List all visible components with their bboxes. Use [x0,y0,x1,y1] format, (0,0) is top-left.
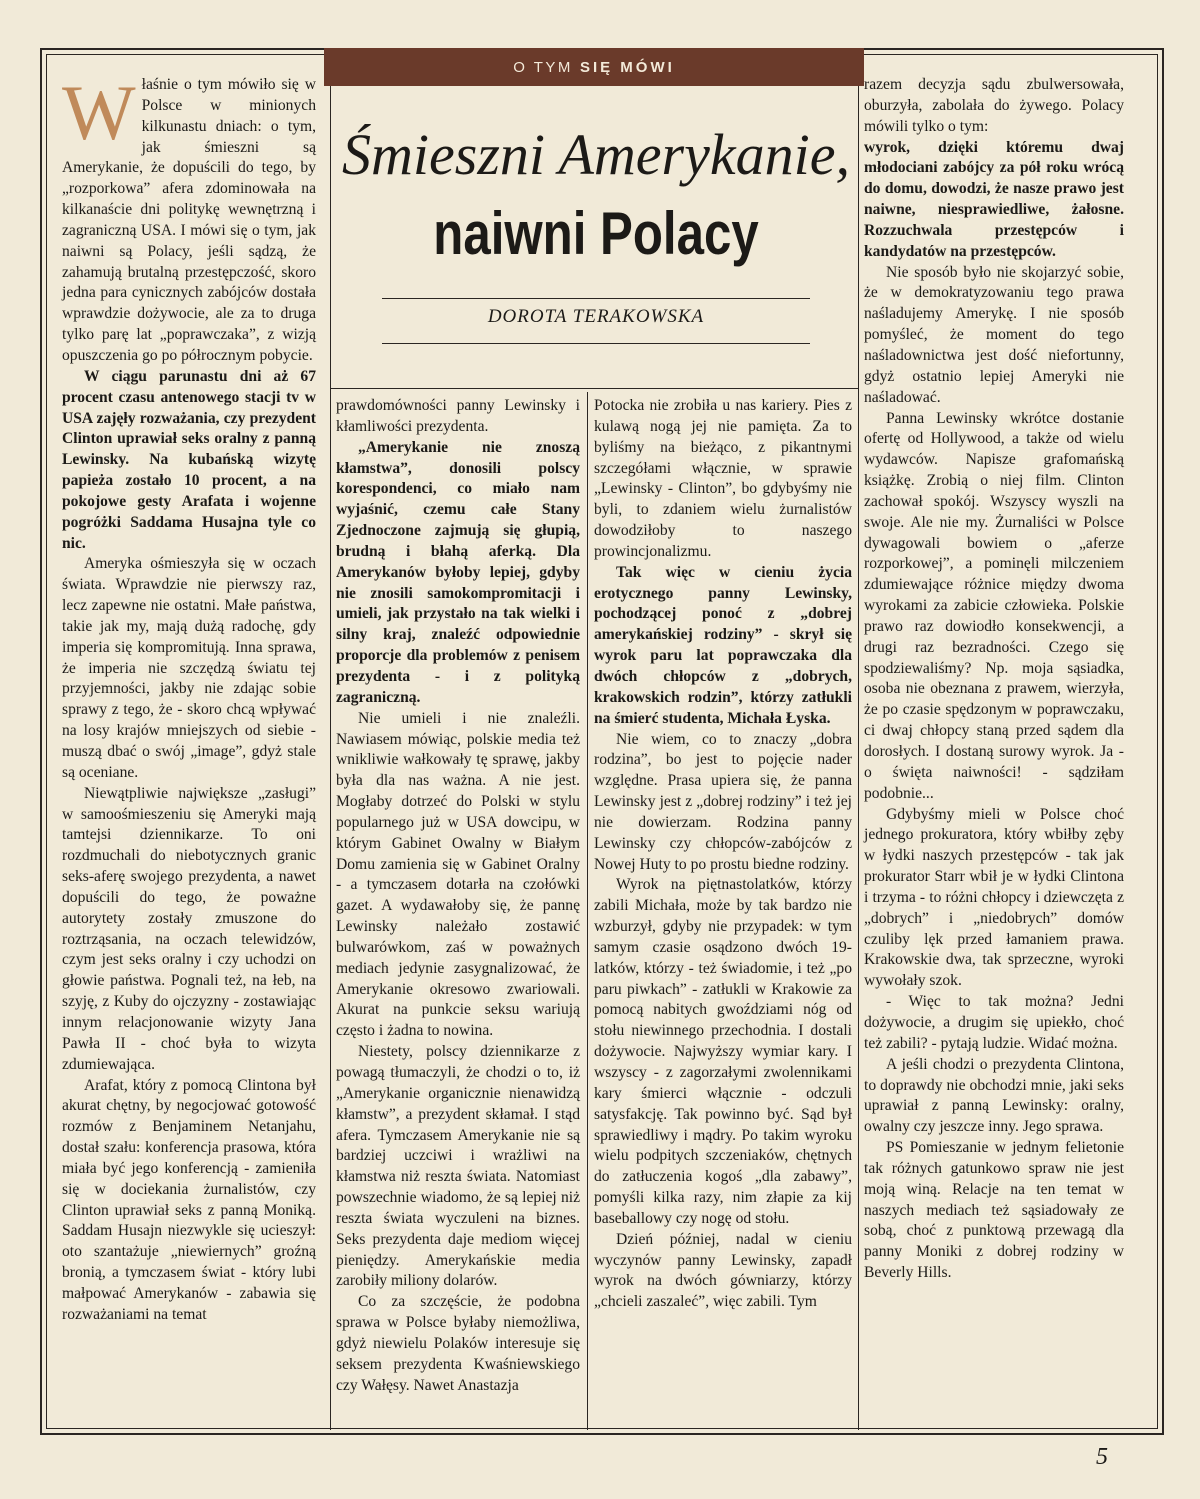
column-rule [858,78,859,1430]
paragraph: Co za szczęście, że podobna sprawa w Polsce byłaby niemożliwa, gdyż niewielu Polaków interesuje się seksem prezydenta Kwaśniewskiego czy Wałęsy. Nawet Anastazja [336,1293,580,1394]
article-column-3 [594,396,852,1313]
paragraph: Panna Lewinsky wkrótce dostanie ofertę od Hollywood, a także od wielu wydawców. Napisze grafomańską książkę. Zrobią o niej film. Clinton zachował spokój. Wszyscy wyszli na swoje. Ale nie my. Żurnaliści w Polsce dywagowali bowiem o „aferze rozporkowej”, a pominęli milczeniem zdumiewające różnice między dwoma wyrokami za zabicie człowieka. Polskie prawo raz dowiodło konsekwencji, a drugi raz bezradności. Czego się spodziewaliśmy? Np. moja sąsiadka, osoba nie obeznana z prawem, wierzyła, że po czasie spędzonym w poprawczaku, ci dwaj chłopcy staną przed sądem dla dorosłych. I dostaną surowy wyrok. Ja - o święta naiwności! - sądziłam podobnie... [864,409,1124,802]
article-column-4 [864,75,1124,1284]
title-box-bottom-rule [330,388,858,389]
paragraph: Właśnie o tym mówiło się w Polsce w minionych kilkunastu dniach: o tym, jak śmieszni są Amerykanie, że dopuścili do tego, by „rozporkowa” afera zdominowała na kilkanaście dni politykę wewnętrzną i zagraniczną USA. I mówi się o tym, jak naiwni są Polacy, jeśli sądzą, że zahamują brutalną przestępczość, skoro jedna para cynicznych zabójców dostała wprawdzie dożywocie, ale za to druga tylko parę lat „poprawczaka”, z wizją opuszczenia go po półrocznym pobycie. [62,69,316,364]
byline: DOROTA TERAKOWSKA [487,306,705,327]
paragraph: Nie umieli i nie znaleźli. Nawiasem mówiąc, polskie media też wnikliwie wałkowały tę sprawę, jakby była dla nas ważna. A nie jest. Mogłaby dotrzeć do Polski w stylu popularnego już w USA dowcipu, w którym Gabinet Owalny w Białym Domu zamienia się w Gabinet Oralny - a tymczasem dotarła na czołówki gazet. A wydawałoby się, że pannę Lewinsky należało zostawić bulwarówkom, zaś w poważnych mediach jedynie zasygnalizować, że Amerykanie okresowo zwariowali. Akurat na punkcie seksu wariują często i żadna to nowina. [336,709,580,1040]
column-rule [330,78,331,1430]
article-column-2 [336,396,580,1397]
paragraph: Gdybyśmy mieli w Polsce choć jednego prokuratora, który wbiłby zęby w łydki naszych przestępców - tak jak prokurator Starr wbił je w łydki Clintona i trzyma - to różni chłopcy i dziewczęta z „dobrych” i „niedobrych” domów czuliby lęk przed łamaniem prawa. Krakowskie dwa, tak sprzeczne, wyroki wywołały szok. [864,805,1124,990]
page-number: 5 [1096,1444,1108,1470]
byline-rule-top [382,298,810,299]
headline-line-2: naiwni Polacy [433,200,759,267]
paragraph: Tak więc w cieniu życia erotycznego panny Lewinsky, pochodzącej ponoć z „dobrej amerykańskiej rodziny” - skrył się wyrok paru lat poprawczaka dla dwóch chłopców z „dobrych, krakowskich rodzin”, którzy zatłukli na śmierć studenta, Michała Łyska. [594,563,852,727]
paragraph: „Amerykanie nie znoszą kłamstwa”, donosili polscy korespondenci, co miało nam wyjaśnić, czemu całe Stany Zjednoczone zajmują się głupią, brudną i błahą aferką. Dla Amerykanów byłoby lepiej, gdyby nie znosili samokompromitacji i umieli, jak przystało na tak wielki i silny kraj, znaleźć odpowiednie proporcje dla problemów z penisem prezydenta - i z polityką zagraniczną. [336,438,580,706]
paragraph: PS Pomieszanie w jednym felietonie tak różnych gatunkowo spraw nie jest moją winą. Relacje na ten temat w naszych mediach też sąsiadowały ze sobą, choć z punktową przewagą dla panny Moniki z dobrej rodziny w Beverly Hills. [864,1139,1124,1282]
paragraph: Nie wiem, co to znaczy „dobra rodzina”, bo jest to pojęcie nader względne. Prasa upiera się, że panna Lewinsky jest z „dobrej rodziny” i też jej nie dowierzam. Rodzina panny Lewinsky czy chłopców-zabójców z Nowej Huty to po prostu biedne rodziny. [594,730,852,873]
section-label-bold: SIĘ MÓWI [579,58,675,76]
section-label: O TYM [513,58,573,76]
drop-cap: W [62,69,136,156]
paragraph: W ciągu parunastu dni aż 67 procent czasu antenowego stacji tv w USA zajęły rozważania, czy prezydent Clinton uprawiał seks oralny z panną Lewinsky. Na kubańską wizytę papieża zostało 10 procent, a na pokojowe gesty Arafata i wojenne pogróżki Saddama Husajna tyle co nic. [62,367,316,552]
paragraph: Ameryka ośmieszyła się w oczach świata. Wprawdzie nie pierwszy raz, lecz zapewne nie ostatni. Małe państwa, takie jak my, mają dużą radochę, gdy imperia się kompromitują. Inna sprawa, że imperia nie szczędzą światu tej przyjemności, jakby nie zdając sobie sprawy z tego, że - skoro chcą wpływać na losy krajów mniejszych od siebie - muszą dbać o swój „image”, gdyż stale są oceniane. [62,555,316,781]
paragraph: razem decyzja sądu zbulwersowała, oburzyła, zabolała do żywego. Polacy mówili tylko o tym: [864,76,1124,135]
paragraph: Arafat, który z pomocą Clintona był akurat chętny, by negocjować gotowość rozmów z Benjaminem Netanjahu, dostał szału: konferencja prasowa, która miała być jego konferencją - zamieniła się w dociekania żurnalistów, czy Clinton uprawiał seks z panną Moniką. Saddam Husajn niezwykle się ucieszył: oto szantażuje „niewiernych” groźną bronią, a tymczasem świat - który lubi małpować Amerykanów - zabawia się rozważaniami na temat [62,1076,316,1323]
byline-rule-bottom [382,343,810,344]
paragraph: Nie sposób było nie skojarzyć sobie, że w demokratyzowaniu tego prawa naśladujemy Amerykę. I nie sposób pomyśleć, że moment do tego naśladownictwa jest dość niefortunny, gdyż ostatnio lepiej Ameryki nie naśladować. [864,263,1124,406]
paragraph: Niestety, polscy dziennikarze z powagą tłumaczyli, że chodzi o to, iż „Amerykanie organicznie nienawidzą kłamstw”, a prezydent skłamał. I stąd afera. Tymczasem Amerykanie nie są bardziej uczciwi i wrażliwi na kłamstwa niż reszta świata. Natomiast powszechnie wiadomo, że są lepiej niż reszta świata wyczuleni na biznes. Seks prezydenta daje mediom więcej pieniędzy. Amerykańskie media zarobiły miliony dolarów. [336,1043,580,1290]
article-column-1 [62,69,316,1326]
paragraph: Dzień później, nadal w cieniu wyczynów panny Lewinsky, zapadł wyrok na dwóch gówniarzy, którzy „chcieli zaszaleć”, więc zabili. Tym [594,1230,852,1311]
paragraph: Wyrok na piętnastolatków, którzy zabili Michała, może by tak bardzo nie wzburzył, gdyby nie przypadek: w tym samym czasie osądzono dwóch 19-latków, którzy - też świadomie, i też „po paru piwkach” - zatłukli w Krakowie za pomocą nabitych gwoździami nóg od stołu niewinnego przechodnia. I dostali dożywocie. Najwyższy wymiar kary. I wszyscy - z zagorzałymi zwolennikami kary śmierci włącznie - odczuli satysfakcję. Tak powinno być. Sąd był sprawiedliwy i mądry. Po takim wyroku wielu podpitych szczeniaków, chętnych do zatłuczenia kogoś „dla zabawy”, pomyśli kilka razy, nim złapie za kij baseballowy czy nogę od stołu. [594,876,852,1227]
paragraph: wyrok, dzięki któremu dwaj młodociani zabójcy za pół roku wrócą do domu, dowodzi, że nasze prawo jest naiwne, niesprawiedliwe, żałosne. Rozzuchwala przestępców i kandydatów na przestępców. [864,138,1124,260]
paragraph: A jeśli chodzi o prezydenta Clintona, to doprawdy nie obchodzi mnie, jaki seks uprawiał z panną Lewinsky: oralny, owalny czy jeszcze inny. Jego sprawa. [864,1055,1124,1136]
section-band [324,48,864,86]
column-rule [587,392,588,1430]
headline-line-1: Śmieszni Amerykanie, [342,122,850,187]
paragraph: Potocka nie zrobiła u nas kariery. Pies z kulawą nogą jej nie pamięta. Za to byliśmy na bieżąco, z pikantnymi szczegółami włącznie, w sprawie „Lewinsky - Clinton”, bo gdybyśmy nie byli, to zdaniem wielu żurnalistów dowodziłoby to naszego prowincjonalizmu. [594,397,852,560]
paragraph: prawdomówności panny Lewinsky i kłamliwości prezydenta. [336,397,580,435]
paragraph: Niewątpliwie największe „zasługi” w samoośmieszeniu się Ameryki mają tamtejsi dziennikarze. To oni rozdmuchali do niebotycznych granic seks-aferę swojego prezydenta, a nawet dopuścili do tego, że poważne autorytety zostały zmuszone do roztrząsania, na oczach telewidzów, czym jest seks oralny i czy uchodzi on głowie państwa. Pognali też, na łeb, na szyję, z Kuby do ojczyzny - zostawiając innym relacjonowanie wizyty Jana Pawła II - choć była to wizyta zdumiewająca. [62,784,316,1073]
paragraph: - Więc to tak można? Jedni dożywocie, a drugim się upiekło, choć też zabili? - pytają ludzie. Widać można. [864,993,1124,1052]
